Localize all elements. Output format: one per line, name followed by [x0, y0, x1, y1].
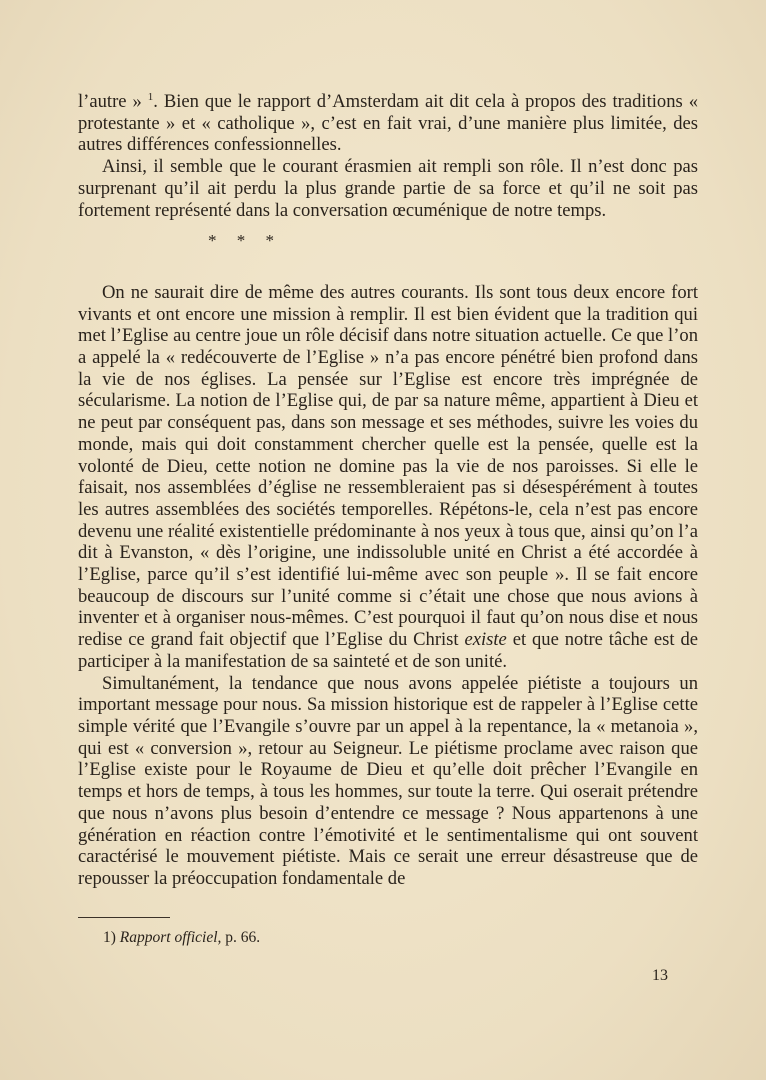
paragraph-3 — [78, 282, 698, 673]
paragraph-2: Ainsi, il semble que le courant érasmien ait rempli son rôle. Il n’est donc pas surprenant qu’il ait perdu la plus grande partie de sa force et qu’il ne soit pas fortement représenté dans la conversation œcuménique de notre temps. — [78, 156, 698, 221]
footnote-title: Rapport officiel, — [119, 929, 222, 946]
paragraph-1 — [78, 91, 698, 156]
body-text — [78, 91, 698, 890]
paragraph-4: Simultanément, la tendance que nous avons appelée piétiste a toujours un important message pour nous. Sa mission historique est de rappeler à l’Eglise cette simple vérité que l’Evangile s’ouvre par un appel à la repentance, la « metanoia », qui est « conversion », retour au Seigneur. Le piétisme proclame avec raison que l’Eglise existe pour le Royaume de Dieu et qu’elle doit prêcher l’Evangile en temps et hors de temps, à tous les hommes, sur toute la terre. Qui oserait prétendre que nous n’avons plus besoin d’entendre ce message ? Nous appartenons à une génération en réaction contre l’émotivité et le sentimentalisme qui ont souvent caractérisé le mouvement piétiste. Mais ce serait une erreur désastreuse que de repousser la préoccupation fondamentale de — [78, 672, 698, 889]
footnote-page: p. 66. — [221, 929, 261, 946]
footnote-marker: 1) — [103, 929, 116, 946]
emphasis-existe: existe — [464, 629, 507, 651]
paragraph-3-end: et que notre tâche est de participer à la manifestation de sa sainteté et de son unité. — [78, 629, 698, 672]
footnote-reference: 1 — [147, 90, 154, 103]
paragraph-3-start: On ne saurait dire de même des autres courants. Ils sont tous deux encore fort vivants et ont encore une mission à remplir. Il est bien évident que la tradition qui met l’Eglise au centre joue un rôle décisif dans notre situation actuelle. Ce que l’on a appelé la « redécouverte de l’Eglise » n’a pas encore pénétré bien profond dans la vie de nos églises. La pensée sur l’Eglise est encore très imprégnée de sécularisme. La notion de l’Eglise qui, de par sa nature même, appartient à Dieu et ne peut par conséquent pas, dans son message et ses méthodes, suivre les voies du monde, mais qui doit constamment chercher quelle est la pensée, quelle est la volonté de Dieu, cette notion ne domine pas la vie de nos paroisses. Si elle le faisait, nos assemblées d’église ne ressembleraient pas si désespérément à toutes les autres assemblées des sociétés temporelles. Répétons-le, cela n’est pas encore devenu une réalité existentielle prédominante à nos yeux à tous que, ainsi qu’on l’a dit à Evanston, « dès l’origine, une indissoluble unité en Christ a été accordée à l’Eglise, parce qu’il s’est identifié lui-même avec son peuple ». Il se fait encore beaucoup de discours sur l’unité comme si c’était une chose que nous avions à inventer et à organiser nous-mêmes. C’est pourquoi il faut qu’on nous dise et nous redise ce grand fait objectif que l’Eglise du Christ — [78, 281, 698, 651]
footnote-divider — [78, 917, 170, 918]
paragraph-1-start: l’autre » — [78, 91, 148, 112]
footnote — [103, 929, 260, 947]
separator-stars: * * * — [208, 231, 282, 251]
section-separator — [78, 230, 698, 252]
paragraph-1-rest: . Bien que le rapport d’Amsterdam ait dit cela à propos des traditions « protestante » et « catholique », c’est en fait vrai, d’une manière plus limitée, des autres différences confessionnelles. — [78, 91, 698, 156]
page-number: 13 — [652, 967, 668, 984]
